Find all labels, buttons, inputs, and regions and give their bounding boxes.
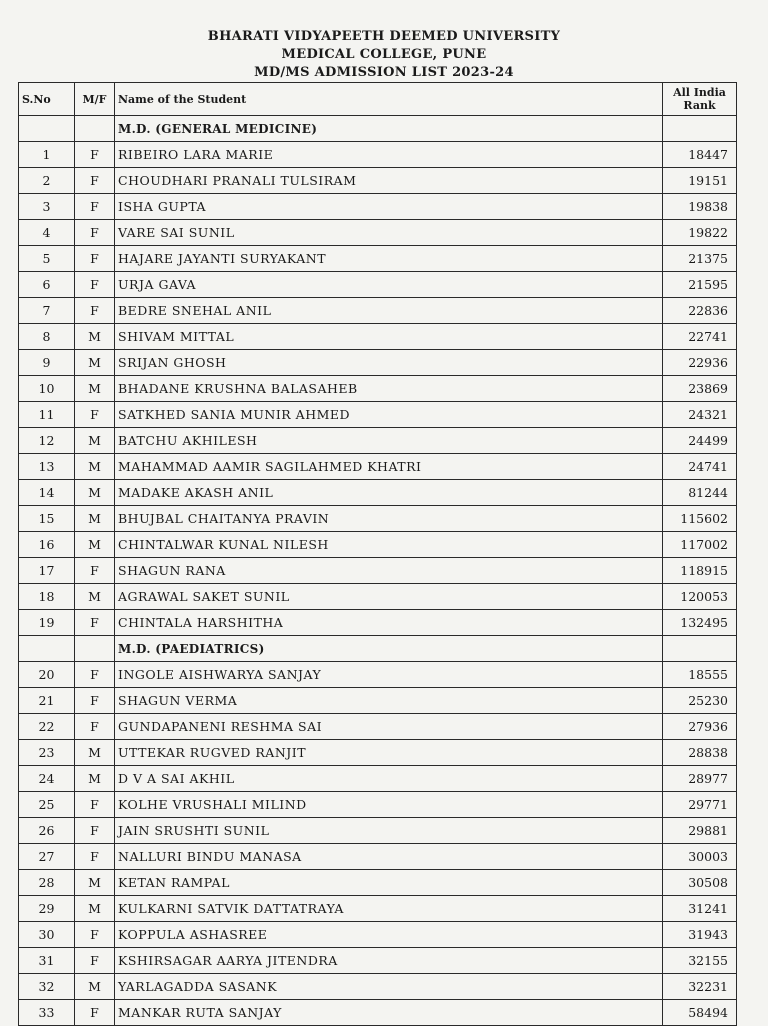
serial-number: 25 xyxy=(19,792,75,818)
student-name: BHADANE KRUSHNA BALASAHEB xyxy=(115,376,663,402)
table-row xyxy=(19,168,737,194)
all-india-rank: 30003 xyxy=(663,844,737,870)
table-row xyxy=(19,584,737,610)
gender: F xyxy=(75,194,115,220)
column-header-rank xyxy=(663,83,737,116)
all-india-rank: 22741 xyxy=(663,324,737,350)
serial-number: 31 xyxy=(19,948,75,974)
table-row xyxy=(19,428,737,454)
section-header-row xyxy=(19,116,737,142)
all-india-rank: 30508 xyxy=(663,870,737,896)
all-india-rank: 21595 xyxy=(663,272,737,298)
gender: M xyxy=(75,324,115,350)
student-name: CHOUDHARI PRANALI TULSIRAM xyxy=(115,168,663,194)
all-india-rank: 28838 xyxy=(663,740,737,766)
all-india-rank: 29881 xyxy=(663,818,737,844)
student-name: JAIN SRUSHTI SUNIL xyxy=(115,818,663,844)
gender: F xyxy=(75,818,115,844)
serial-number: 8 xyxy=(19,324,75,350)
table-row xyxy=(19,818,737,844)
gender: F xyxy=(75,142,115,168)
serial-number: 3 xyxy=(19,194,75,220)
table-row xyxy=(19,376,737,402)
student-name: YARLAGADDA SASANK xyxy=(115,974,663,1000)
table-row xyxy=(19,480,737,506)
college-name: MEDICAL COLLEGE, PUNE xyxy=(281,47,487,62)
student-name: KOPPULA ASHASREE xyxy=(115,922,663,948)
table-row xyxy=(19,532,737,558)
serial-number: 9 xyxy=(19,350,75,376)
serial-number: 15 xyxy=(19,506,75,532)
gender: F xyxy=(75,168,115,194)
serial-number: 17 xyxy=(19,558,75,584)
section-sno-cell xyxy=(19,116,75,142)
rank-header-line2: Rank xyxy=(683,99,716,112)
table-row xyxy=(19,220,737,246)
student-name: INGOLE AISHWARYA SANJAY xyxy=(115,662,663,688)
section-gender-cell xyxy=(75,116,115,142)
gender: F xyxy=(75,714,115,740)
gender: F xyxy=(75,1000,115,1026)
all-india-rank: 22836 xyxy=(663,298,737,324)
all-india-rank: 21375 xyxy=(663,246,737,272)
gender: F xyxy=(75,298,115,324)
all-india-rank: 18447 xyxy=(663,142,737,168)
table-row xyxy=(19,610,737,636)
student-name: D V A SAI AKHIL xyxy=(115,766,663,792)
student-name: SHAGUN VERMA xyxy=(115,688,663,714)
table-row xyxy=(19,740,737,766)
table-row xyxy=(19,792,737,818)
all-india-rank: 27936 xyxy=(663,714,737,740)
table-row xyxy=(19,922,737,948)
serial-number: 13 xyxy=(19,454,75,480)
student-name: MANKAR RUTA SANJAY xyxy=(115,1000,663,1026)
all-india-rank: 31943 xyxy=(663,922,737,948)
table-row xyxy=(19,974,737,1000)
gender: M xyxy=(75,974,115,1000)
student-name: MAHAMMAD AAMIR SAGILAHMED KHATRI xyxy=(115,454,663,480)
all-india-rank: 132495 xyxy=(663,610,737,636)
column-header-gender: M/F xyxy=(75,83,115,116)
section-sno-cell xyxy=(19,636,75,662)
gender: M xyxy=(75,532,115,558)
student-name: AGRAWAL SAKET SUNIL xyxy=(115,584,663,610)
serial-number: 4 xyxy=(19,220,75,246)
serial-number: 28 xyxy=(19,870,75,896)
student-name: SRIJAN GHOSH xyxy=(115,350,663,376)
all-india-rank: 23869 xyxy=(663,376,737,402)
serial-number: 23 xyxy=(19,740,75,766)
student-name: BEDRE SNEHAL ANIL xyxy=(115,298,663,324)
serial-number: 18 xyxy=(19,584,75,610)
gender: F xyxy=(75,688,115,714)
serial-number: 14 xyxy=(19,480,75,506)
student-name: SHAGUN RANA xyxy=(115,558,663,584)
all-india-rank: 28977 xyxy=(663,766,737,792)
serial-number: 19 xyxy=(19,610,75,636)
gender: M xyxy=(75,870,115,896)
gender: M xyxy=(75,428,115,454)
student-name: URJA GAVA xyxy=(115,272,663,298)
table-row xyxy=(19,870,737,896)
gender: F xyxy=(75,610,115,636)
table-row xyxy=(19,298,737,324)
gender: M xyxy=(75,506,115,532)
table-row xyxy=(19,844,737,870)
table-header-row xyxy=(19,83,737,116)
gender: M xyxy=(75,376,115,402)
student-name: KOLHE VRUSHALI MILIND xyxy=(115,792,663,818)
serial-number: 24 xyxy=(19,766,75,792)
all-india-rank: 19151 xyxy=(663,168,737,194)
gender: F xyxy=(75,922,115,948)
table-row xyxy=(19,688,737,714)
serial-number: 21 xyxy=(19,688,75,714)
table-row xyxy=(19,662,737,688)
serial-number: 1 xyxy=(19,142,75,168)
all-india-rank: 31241 xyxy=(663,896,737,922)
gender: F xyxy=(75,558,115,584)
column-header-sno: S.No xyxy=(19,83,75,116)
student-name: MADAKE AKASH ANIL xyxy=(115,480,663,506)
section-gender-cell xyxy=(75,636,115,662)
student-name: SHIVAM MITTAL xyxy=(115,324,663,350)
gender: M xyxy=(75,766,115,792)
all-india-rank: 18555 xyxy=(663,662,737,688)
serial-number: 32 xyxy=(19,974,75,1000)
section-rank-cell xyxy=(663,636,737,662)
serial-number: 29 xyxy=(19,896,75,922)
gender: F xyxy=(75,246,115,272)
student-name: BATCHU AKHILESH xyxy=(115,428,663,454)
all-india-rank: 32231 xyxy=(663,974,737,1000)
serial-number: 27 xyxy=(19,844,75,870)
admission-table xyxy=(18,82,737,1026)
student-name: KULKARNI SATVIK DATTATRAYA xyxy=(115,896,663,922)
table-row xyxy=(19,324,737,350)
gender: F xyxy=(75,844,115,870)
student-name: BHUJBAL CHAITANYA PRAVIN xyxy=(115,506,663,532)
all-india-rank: 115602 xyxy=(663,506,737,532)
table-row xyxy=(19,558,737,584)
all-india-rank: 118915 xyxy=(663,558,737,584)
student-name: GUNDAPANENI RESHMA SAI xyxy=(115,714,663,740)
table-row xyxy=(19,948,737,974)
student-name: KETAN RAMPAL xyxy=(115,870,663,896)
student-name: NALLURI BINDU MANASA xyxy=(115,844,663,870)
serial-number: 16 xyxy=(19,532,75,558)
gender: M xyxy=(75,740,115,766)
all-india-rank: 81244 xyxy=(663,480,737,506)
table-row xyxy=(19,350,737,376)
all-india-rank: 22936 xyxy=(663,350,737,376)
university-name: BHARATI VIDYAPEETH DEEMED UNIVERSITY xyxy=(207,29,561,44)
gender: M xyxy=(75,350,115,376)
student-name: ISHA GUPTA xyxy=(115,194,663,220)
table-row xyxy=(19,194,737,220)
table-row xyxy=(19,506,737,532)
serial-number: 5 xyxy=(19,246,75,272)
serial-number: 22 xyxy=(19,714,75,740)
serial-number: 10 xyxy=(19,376,75,402)
student-name: CHINTALA HARSHITHA xyxy=(115,610,663,636)
section-title: M.D. (PAEDIATRICS) xyxy=(115,636,663,662)
section-rank-cell xyxy=(663,116,737,142)
gender: F xyxy=(75,272,115,298)
section-header-row xyxy=(19,636,737,662)
gender: F xyxy=(75,948,115,974)
gender: M xyxy=(75,584,115,610)
all-india-rank: 120053 xyxy=(663,584,737,610)
rank-header-line1: All India xyxy=(673,86,726,99)
gender: M xyxy=(75,480,115,506)
student-name: UTTEKAR RUGVED RANJIT xyxy=(115,740,663,766)
all-india-rank: 19822 xyxy=(663,220,737,246)
list-title: MD/MS ADMISSION LIST 2023-24 xyxy=(254,65,514,80)
serial-number: 12 xyxy=(19,428,75,454)
student-name: CHINTALWAR KUNAL NILESH xyxy=(115,532,663,558)
student-name: VARE SAI SUNIL xyxy=(115,220,663,246)
table-row xyxy=(19,142,737,168)
serial-number: 2 xyxy=(19,168,75,194)
gender: F xyxy=(75,792,115,818)
all-india-rank: 32155 xyxy=(663,948,737,974)
table-row xyxy=(19,1000,737,1026)
serial-number: 33 xyxy=(19,1000,75,1026)
all-india-rank: 25230 xyxy=(663,688,737,714)
table-row xyxy=(19,454,737,480)
table-row xyxy=(19,402,737,428)
table-row xyxy=(19,766,737,792)
table-row xyxy=(19,246,737,272)
table-row xyxy=(19,272,737,298)
gender: M xyxy=(75,454,115,480)
all-india-rank: 24499 xyxy=(663,428,737,454)
student-name: HAJARE JAYANTI SURYAKANT xyxy=(115,246,663,272)
gender: F xyxy=(75,402,115,428)
section-title: M.D. (GENERAL MEDICINE) xyxy=(115,116,663,142)
gender: F xyxy=(75,662,115,688)
serial-number: 7 xyxy=(19,298,75,324)
column-header-name: Name of the Student xyxy=(115,83,663,116)
student-name: RIBEIRO LARA MARIE xyxy=(115,142,663,168)
gender: F xyxy=(75,220,115,246)
serial-number: 30 xyxy=(19,922,75,948)
serial-number: 26 xyxy=(19,818,75,844)
table-row xyxy=(19,896,737,922)
table-row xyxy=(19,714,737,740)
serial-number: 11 xyxy=(19,402,75,428)
serial-number: 20 xyxy=(19,662,75,688)
serial-number: 6 xyxy=(19,272,75,298)
gender: M xyxy=(75,896,115,922)
document-header xyxy=(0,28,768,82)
all-india-rank: 19838 xyxy=(663,194,737,220)
table-body xyxy=(19,116,737,1026)
all-india-rank: 58494 xyxy=(663,1000,737,1026)
student-name: KSHIRSAGAR AARYA JITENDRA xyxy=(115,948,663,974)
student-name: SATKHED SANIA MUNIR AHMED xyxy=(115,402,663,428)
all-india-rank: 117002 xyxy=(663,532,737,558)
all-india-rank: 24741 xyxy=(663,454,737,480)
all-india-rank: 29771 xyxy=(663,792,737,818)
all-india-rank: 24321 xyxy=(663,402,737,428)
